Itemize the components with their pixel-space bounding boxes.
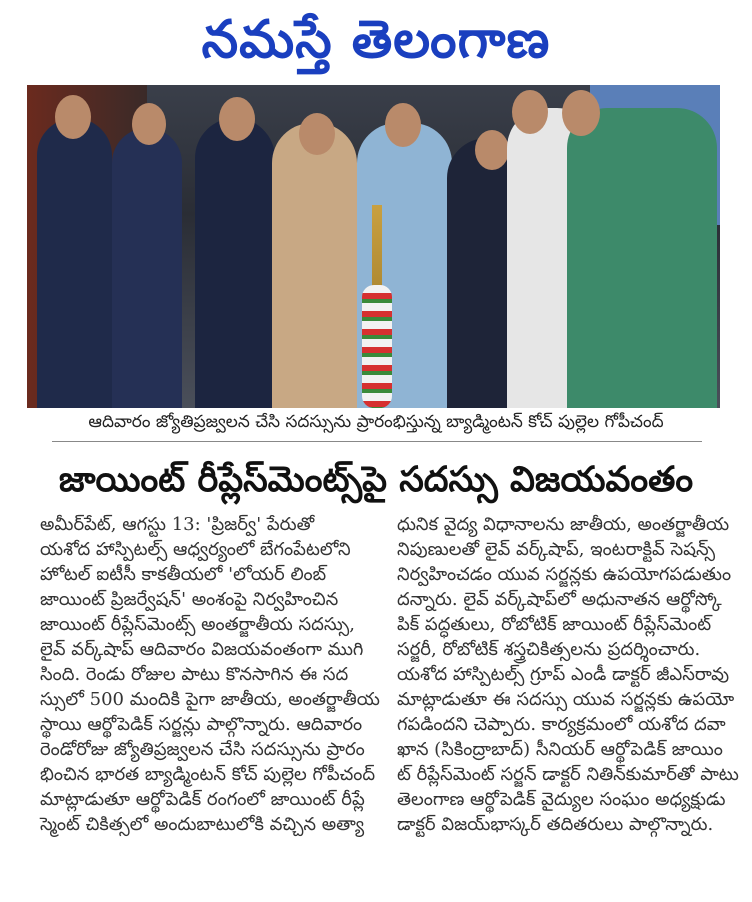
text-line: అమీర్‌పేట్, ఆగస్టు 13: 'ప్రిజర్వ్' పేరుతో [40, 514, 315, 535]
text-line: లైవ్ వర్క్‌షాప్ ఆదివారం విజయవంతంగా ముగి [40, 639, 364, 660]
caption-divider [52, 441, 702, 442]
text-line: సింది. రెండు రోజుల పాటు కొనసాగిన ఈ సద [40, 664, 349, 685]
text-line: డాక్టర్ విజయ్‌భాస్కర్ తదితరులు పాల్గొన్నారు. [397, 814, 714, 835]
person-5-head [385, 103, 421, 147]
text-line: గపడిందని చెప్పారు. కార్యక్రమంలో యశోద దవా [397, 714, 726, 735]
text-line: మాట్లాడుతూ ఈ సదస్సు యువ సర్జన్లకు ఉపయో [397, 689, 735, 710]
text-line: నిపుణులతో లైవ్ వర్క్‌షాప్, ఇంటరాక్టివ్ సెషన్స్ [397, 539, 716, 560]
person-3 [195, 118, 275, 408]
photo-caption: ఆదివారం జ్యోతిప్రజ్వలన చేసి సదస్సును ప్రారంభిస్తున్న బ్యాడ్మింటన్ కోచ్ పుల్లెల గోపీచంద్ [88, 412, 664, 432]
article-column-right [397, 512, 739, 837]
text-line: స్సులో 500 మందికి పైగా జాతీయ, అంతర్జాతీయ [40, 689, 380, 710]
text-line: ధునిక వైద్య విధానాలను జాతీయ, అంతర్జాతీయ [397, 514, 730, 535]
person-1 [37, 118, 112, 408]
text-line: మాట్లాడుతూ ఆర్థోపెడిక్ రంగంలో జాయింట్ రీప్లే [40, 789, 365, 810]
text-line: భించిన భారత బ్యాడ్మింటన్ కోచ్ పుల్లెల గోపీచంద్ [40, 764, 376, 785]
text-line: దన్నారు. లైవ్ వర్క్‌షాప్‌లో అధునాతన ఆర్థోస్కో [397, 589, 722, 610]
text-line: యశోద హాస్పిటల్స్ ఆధ్వర్యంలో బేగంపేటలోని [40, 539, 351, 560]
person-6-head [475, 130, 509, 170]
person-8-head [562, 90, 600, 136]
text-line: జాయింట్ ప్రిజర్వేషన్' అంశంపై నిర్వహించిన [40, 589, 339, 610]
text-line: ట్ రీప్లేస్‌మెంట్ సర్జన్ డాక్టర్ నితిన్‌కుమార్‌తో పాటు [397, 764, 739, 785]
text-line: తెలంగాణ ఆర్థోపెడిక్ వైద్యుల సంఘం అధ్యక్షుడు [397, 789, 726, 810]
person-2 [112, 128, 182, 408]
text-line: జాయింట్ రీప్లేస్‌మెంట్స్ అంతర్జాతీయ సదస్సు, [40, 614, 355, 635]
text-line: నిర్వహించడం యువ సర్జన్లకు ఉపయోగపడుతుం [397, 564, 732, 585]
person-2-head [132, 103, 166, 145]
person-1-head [55, 95, 91, 139]
person-7-head [512, 90, 548, 134]
text-line: యశోద హాస్పిటల్స్ గ్రూప్ ఎండీ డాక్టర్ జీఎస్‌రావు [397, 664, 730, 685]
person-8 [567, 108, 717, 408]
article-column-left [40, 512, 380, 837]
person-4 [272, 123, 357, 408]
person-4-head [299, 113, 335, 155]
text-line: ఖాన (సికింద్రాబాద్) సీనియర్ ఆర్థోపెడిక్ జాయిం [397, 739, 723, 760]
news-photo [27, 85, 720, 408]
text-line: రెండోరోజు జ్యోతిప్రజ్వలన చేసి సదస్సును ప్రారం [40, 739, 365, 760]
article-headline: జాయింట్ రీప్లేస్‌మెంట్స్‌పై సదస్సు విజయవంతం [58, 460, 694, 500]
text-line: పిక్ పద్ధతులు, రోబోటిక్ జాయింట్ రీప్లేస్‌మెంట్ [397, 614, 712, 635]
text-line: స్థాయి ఆర్థోపెడిక్ సర్జన్లు పాల్గొన్నారు. ఆదివారం [40, 714, 363, 735]
text-line: సర్జరీ, రోబోటిక్ శస్త్రచికిత్సలను ప్రదర్శించారు. [397, 639, 701, 660]
newspaper-masthead: నమస్తే తెలంగాణ [201, 10, 551, 70]
person-3-head [219, 97, 255, 141]
text-line: హోటల్ ఐటీసీ కాకతీయలో 'లోయర్ లింబ్ [40, 564, 327, 585]
text-line: స్మెంట్ చికిత్సలో అందుబాటులోకి వచ్చిన అత్యా [40, 814, 365, 835]
flower-garland [362, 285, 392, 408]
